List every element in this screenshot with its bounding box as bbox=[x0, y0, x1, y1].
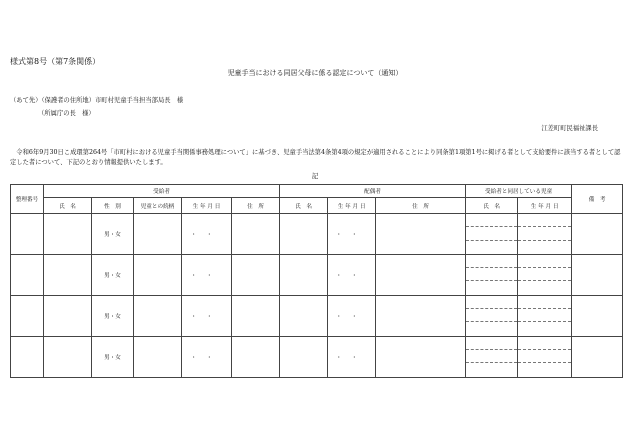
biko-cell[interactable] bbox=[572, 214, 623, 255]
child-entry-line[interactable] bbox=[518, 350, 571, 363]
child-entry-line[interactable] bbox=[518, 214, 571, 227]
haigu-address-cell[interactable] bbox=[376, 336, 466, 377]
jukyu-relation-cell[interactable] bbox=[134, 254, 182, 295]
child-entry-line[interactable] bbox=[518, 322, 571, 335]
header-jukyu-name: 氏 名 bbox=[44, 198, 92, 214]
document-title: 児童手当における同居父母に係る認定について（通知） bbox=[227, 69, 403, 77]
birth-date-cell[interactable]: ・・ bbox=[182, 295, 232, 336]
child-entry-cell[interactable] bbox=[518, 336, 572, 377]
birth-date-cell[interactable]: ・・ bbox=[328, 214, 376, 255]
header-haigu-address: 住 所 bbox=[376, 198, 466, 214]
child-entry-line[interactable] bbox=[466, 296, 517, 309]
jukyu-name-cell[interactable] bbox=[44, 295, 92, 336]
ki-heading: 記 bbox=[311, 172, 319, 180]
birth-date-cell[interactable]: ・・ bbox=[182, 336, 232, 377]
child-entry-cell[interactable] bbox=[466, 295, 518, 336]
biko-cell[interactable] bbox=[572, 336, 623, 377]
child-entry-line[interactable] bbox=[518, 227, 571, 240]
header-biko: 備 考 bbox=[572, 185, 623, 214]
body-paragraph bbox=[10, 148, 622, 168]
child-entry-line[interactable] bbox=[466, 363, 517, 376]
seiri-cell[interactable] bbox=[11, 214, 44, 255]
child-entry-line[interactable] bbox=[518, 281, 571, 294]
sender: 江差町町民福祉課長 bbox=[541, 125, 598, 132]
header-jido-name: 氏 名 bbox=[466, 198, 518, 214]
body-text: 令和6年9月30日こ成環第264号「市町村における児童手当関係事務処理について」に基づき、児童手当法第4条第4項の規定が適用されることにより同条第1項第1号に掲げる者として支給要件に該当する者として認定した者について、下記のとおり情報提供いたします。 bbox=[10, 149, 621, 167]
biko-cell[interactable] bbox=[572, 254, 623, 295]
child-entry-line[interactable] bbox=[466, 322, 517, 335]
birth-date-cell[interactable]: ・・ bbox=[328, 254, 376, 295]
header-group-jukyusha: 受給者 bbox=[44, 185, 280, 198]
child-entry-cell[interactable] bbox=[466, 214, 518, 255]
child-entry-cell[interactable] bbox=[518, 214, 572, 255]
addressee-line-1: （あて先）（保護者の住所地）市町村児童手当担当部局長 様 bbox=[10, 97, 184, 104]
header-jukyu-birth: 生 年 月 日 bbox=[182, 198, 232, 214]
jukyu-name-cell[interactable] bbox=[44, 336, 92, 377]
birth-date-cell[interactable]: ・・ bbox=[328, 336, 376, 377]
birth-date-cell[interactable]: ・・ bbox=[328, 295, 376, 336]
table-row bbox=[11, 254, 623, 295]
child-entry-line[interactable] bbox=[466, 337, 517, 350]
header-jukyu-address: 住 所 bbox=[232, 198, 280, 214]
child-entry-line[interactable] bbox=[466, 350, 517, 363]
haigu-name-cell[interactable] bbox=[280, 295, 328, 336]
child-entry-line[interactable] bbox=[466, 281, 517, 294]
haigu-address-cell[interactable] bbox=[376, 254, 466, 295]
header-seiri-bango: 整理番号 bbox=[11, 185, 44, 214]
child-entry-line[interactable] bbox=[466, 255, 517, 268]
child-entry-line[interactable] bbox=[518, 309, 571, 322]
sex-choice-cell[interactable]: 男・女 bbox=[92, 254, 134, 295]
child-entry-cell[interactable] bbox=[466, 254, 518, 295]
jukyu-name-cell[interactable] bbox=[44, 214, 92, 255]
child-entry-line[interactable] bbox=[518, 337, 571, 350]
info-table bbox=[10, 184, 623, 378]
jukyu-relation-cell[interactable] bbox=[134, 295, 182, 336]
header-haigu-name: 氏 名 bbox=[280, 198, 328, 214]
haigu-address-cell[interactable] bbox=[376, 214, 466, 255]
haigu-name-cell[interactable] bbox=[280, 214, 328, 255]
child-entry-line[interactable] bbox=[518, 296, 571, 309]
child-entry-line[interactable] bbox=[466, 309, 517, 322]
haigu-name-cell[interactable] bbox=[280, 254, 328, 295]
jukyu-relation-cell[interactable] bbox=[134, 214, 182, 255]
child-entry-line[interactable] bbox=[466, 227, 517, 240]
haigu-address-cell[interactable] bbox=[376, 295, 466, 336]
addressee-line-2: （所属庁の長 様） bbox=[38, 110, 95, 117]
jukyu-relation-cell[interactable] bbox=[134, 336, 182, 377]
haigu-name-cell[interactable] bbox=[280, 336, 328, 377]
sex-choice-cell[interactable]: 男・女 bbox=[92, 295, 134, 336]
jukyu-address-cell[interactable] bbox=[232, 254, 280, 295]
child-entry-line[interactable] bbox=[518, 241, 571, 254]
header-jukyu-relation: 児童との続柄 bbox=[134, 198, 182, 214]
header-group-dokyo-jido: 受給者と同居している児童 bbox=[466, 185, 572, 198]
child-entry-line[interactable] bbox=[466, 214, 517, 227]
child-entry-line[interactable] bbox=[518, 363, 571, 376]
seiri-cell[interactable] bbox=[11, 295, 44, 336]
child-entry-line[interactable] bbox=[518, 255, 571, 268]
table-row bbox=[11, 214, 623, 255]
form-number: 様式第8号（第7条関係） bbox=[10, 57, 101, 66]
header-jukyu-sex: 性 別 bbox=[92, 198, 134, 214]
child-entry-cell[interactable] bbox=[518, 254, 572, 295]
table-row bbox=[11, 295, 623, 336]
jukyu-address-cell[interactable] bbox=[232, 295, 280, 336]
birth-date-cell[interactable]: ・・ bbox=[182, 214, 232, 255]
child-entry-cell[interactable] bbox=[466, 336, 518, 377]
table-row bbox=[11, 336, 623, 377]
header-haigu-birth: 生 年 月 日 bbox=[328, 198, 376, 214]
header-group-haigusha: 配偶者 bbox=[280, 185, 466, 198]
seiri-cell[interactable] bbox=[11, 254, 44, 295]
birth-date-cell[interactable]: ・・ bbox=[182, 254, 232, 295]
jukyu-address-cell[interactable] bbox=[232, 214, 280, 255]
seiri-cell[interactable] bbox=[11, 336, 44, 377]
child-entry-line[interactable] bbox=[518, 268, 571, 281]
header-jido-birth: 生 年 月 日 bbox=[518, 198, 572, 214]
biko-cell[interactable] bbox=[572, 295, 623, 336]
jukyu-name-cell[interactable] bbox=[44, 254, 92, 295]
sex-choice-cell[interactable]: 男・女 bbox=[92, 336, 134, 377]
child-entry-cell[interactable] bbox=[518, 295, 572, 336]
jukyu-address-cell[interactable] bbox=[232, 336, 280, 377]
sex-choice-cell[interactable]: 男・女 bbox=[92, 214, 134, 255]
child-entry-line[interactable] bbox=[466, 241, 517, 254]
child-entry-line[interactable] bbox=[466, 268, 517, 281]
